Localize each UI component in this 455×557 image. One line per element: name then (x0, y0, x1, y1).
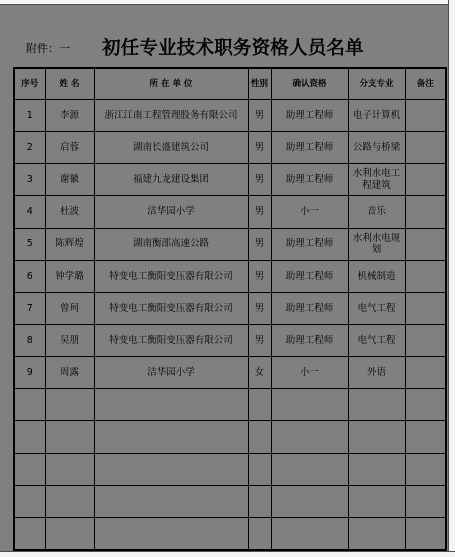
cell-name: 陈辉煌 (45, 228, 94, 260)
cell-qualification: 助理工程师 (271, 324, 348, 356)
table-row (14, 100, 446, 132)
cell-no: 4 (14, 196, 45, 228)
cell-gender (248, 389, 271, 421)
cell-remarks (405, 292, 446, 324)
cell-qualification: 助理工程师 (271, 132, 348, 164)
cell-specialty: 电气工程 (348, 324, 405, 356)
cell-qualification (271, 485, 348, 517)
table-row (14, 228, 446, 260)
cell-remarks (405, 389, 446, 421)
table-row (14, 292, 446, 324)
cell-unit: 特变电工衡阳变压器有限公司 (94, 292, 248, 324)
cell-gender (248, 517, 271, 550)
cell-no: 5 (14, 228, 45, 260)
cell-no (14, 453, 45, 485)
cell-gender: 男 (248, 292, 271, 324)
cell-remarks (405, 228, 446, 260)
cell-name (45, 517, 94, 550)
cell-qualification: 助理工程师 (271, 100, 348, 132)
cell-specialty: 水利水电工程建筑 (348, 164, 405, 196)
header-unit: 所 在 单 位 (94, 68, 248, 100)
cell-no (14, 389, 45, 421)
window-frame-top-line (0, 4, 455, 5)
table-row-empty (14, 453, 446, 485)
cell-qualification (271, 517, 348, 550)
cell-specialty: 音乐 (348, 196, 405, 228)
cell-unit: 特变电工衡阳变压器有限公司 (94, 260, 248, 292)
header-name: 姓 名 (45, 68, 94, 100)
document-title: 初任专业技术职务资格人员名单 (102, 38, 364, 59)
table-row (14, 324, 446, 356)
cell-remarks (405, 196, 446, 228)
cell-remarks (405, 100, 446, 132)
cell-gender: 女 (248, 357, 271, 389)
cell-remarks (405, 485, 446, 517)
cell-no: 8 (14, 324, 45, 356)
cell-specialty (348, 517, 405, 550)
cell-no: 6 (14, 260, 45, 292)
table-row-empty (14, 517, 446, 550)
cell-name: 李源 (45, 100, 94, 132)
window-frame-bottom (0, 552, 455, 557)
cell-remarks (405, 324, 446, 356)
cell-name: 杜波 (45, 196, 94, 228)
cell-unit: 湖南长盛建筑公司 (94, 132, 248, 164)
cell-qualification: 助理工程师 (271, 260, 348, 292)
window-frame-right (449, 0, 455, 557)
cell-specialty: 电子计算机 (348, 100, 405, 132)
cell-specialty: 水利水电规划 (348, 228, 405, 260)
cell-name: 钟学璐 (45, 260, 94, 292)
window-frame-right-line (448, 0, 449, 557)
cell-remarks (405, 421, 446, 453)
cell-unit (94, 421, 248, 453)
cell-remarks (405, 260, 446, 292)
cell-unit: 洁华园小学 (94, 196, 248, 228)
cell-name (45, 453, 94, 485)
cell-gender: 男 (248, 132, 271, 164)
cell-qualification (271, 421, 348, 453)
table-row (14, 132, 446, 164)
table-row-empty (14, 421, 446, 453)
header-gender: 性别 (248, 68, 271, 100)
cell-remarks (405, 453, 446, 485)
cell-specialty (348, 421, 405, 453)
cell-gender: 男 (248, 100, 271, 132)
cell-gender: 男 (248, 324, 271, 356)
cell-no: 1 (14, 100, 45, 132)
cell-unit: 特变电工衡阳变压器有限公司 (94, 324, 248, 356)
cell-specialty (348, 389, 405, 421)
cell-no (14, 485, 45, 517)
cell-no (14, 517, 45, 550)
cell-specialty: 公路与桥梁 (348, 132, 405, 164)
table-row (14, 164, 446, 196)
cell-unit: 洁华园小学 (94, 357, 248, 389)
cell-remarks (405, 517, 446, 550)
cell-gender (248, 453, 271, 485)
cell-unit (94, 453, 248, 485)
cell-qualification: 助理工程师 (271, 164, 348, 196)
cell-unit (94, 485, 248, 517)
table-row-empty (14, 485, 446, 517)
cell-qualification (271, 453, 348, 485)
cell-gender: 男 (248, 260, 271, 292)
cell-no: 2 (14, 132, 45, 164)
cell-name: 谢徽 (45, 164, 94, 196)
cell-qualification: 助理工程师 (271, 228, 348, 260)
cell-name: 吴朋 (45, 324, 94, 356)
cell-remarks (405, 357, 446, 389)
cell-unit: 浙江江南工程管理股务有限公司 (94, 100, 248, 132)
cell-specialty: 外语 (348, 357, 405, 389)
cell-remarks (405, 164, 446, 196)
cell-gender (248, 421, 271, 453)
cell-gender (248, 485, 271, 517)
cell-gender: 男 (248, 196, 271, 228)
cell-remarks (405, 132, 446, 164)
cell-unit: 福建九龙建设集团 (94, 164, 248, 196)
attachment-label: 附件：一 (26, 42, 70, 55)
cell-qualification: 小一 (271, 357, 348, 389)
cell-name (45, 389, 94, 421)
cell-no: 9 (14, 357, 45, 389)
cell-no: 3 (14, 164, 45, 196)
cell-specialty: 机械制造 (348, 260, 405, 292)
cell-name: 周露 (45, 357, 94, 389)
cell-name (45, 485, 94, 517)
cell-qualification: 小一 (271, 196, 348, 228)
cell-unit (94, 517, 248, 550)
personnel-table (13, 67, 447, 551)
cell-name: 启蓉 (45, 132, 94, 164)
table-header-row (14, 68, 446, 100)
cell-qualification: 助理工程师 (271, 292, 348, 324)
table-row-empty (14, 389, 446, 421)
cell-gender: 男 (248, 228, 271, 260)
cell-no: 7 (14, 292, 45, 324)
header-specialty: 分支专业 (348, 68, 405, 100)
cell-specialty (348, 485, 405, 517)
header-no: 序号 (14, 68, 45, 100)
cell-unit: 湖南衡邵高速公路 (94, 228, 248, 260)
header-remarks: 备注 (405, 68, 446, 100)
table-row (14, 196, 446, 228)
cell-no (14, 421, 45, 453)
cell-specialty: 电气工程 (348, 292, 405, 324)
table-row (14, 260, 446, 292)
header-qualification: 确认资格 (271, 68, 348, 100)
cell-gender: 男 (248, 164, 271, 196)
cell-name: 曾珂 (45, 292, 94, 324)
cell-qualification (271, 389, 348, 421)
cell-unit (94, 389, 248, 421)
cell-name (45, 421, 94, 453)
cell-specialty (348, 453, 405, 485)
window-frame-bottom-line (0, 551, 455, 552)
table-row (14, 357, 446, 389)
